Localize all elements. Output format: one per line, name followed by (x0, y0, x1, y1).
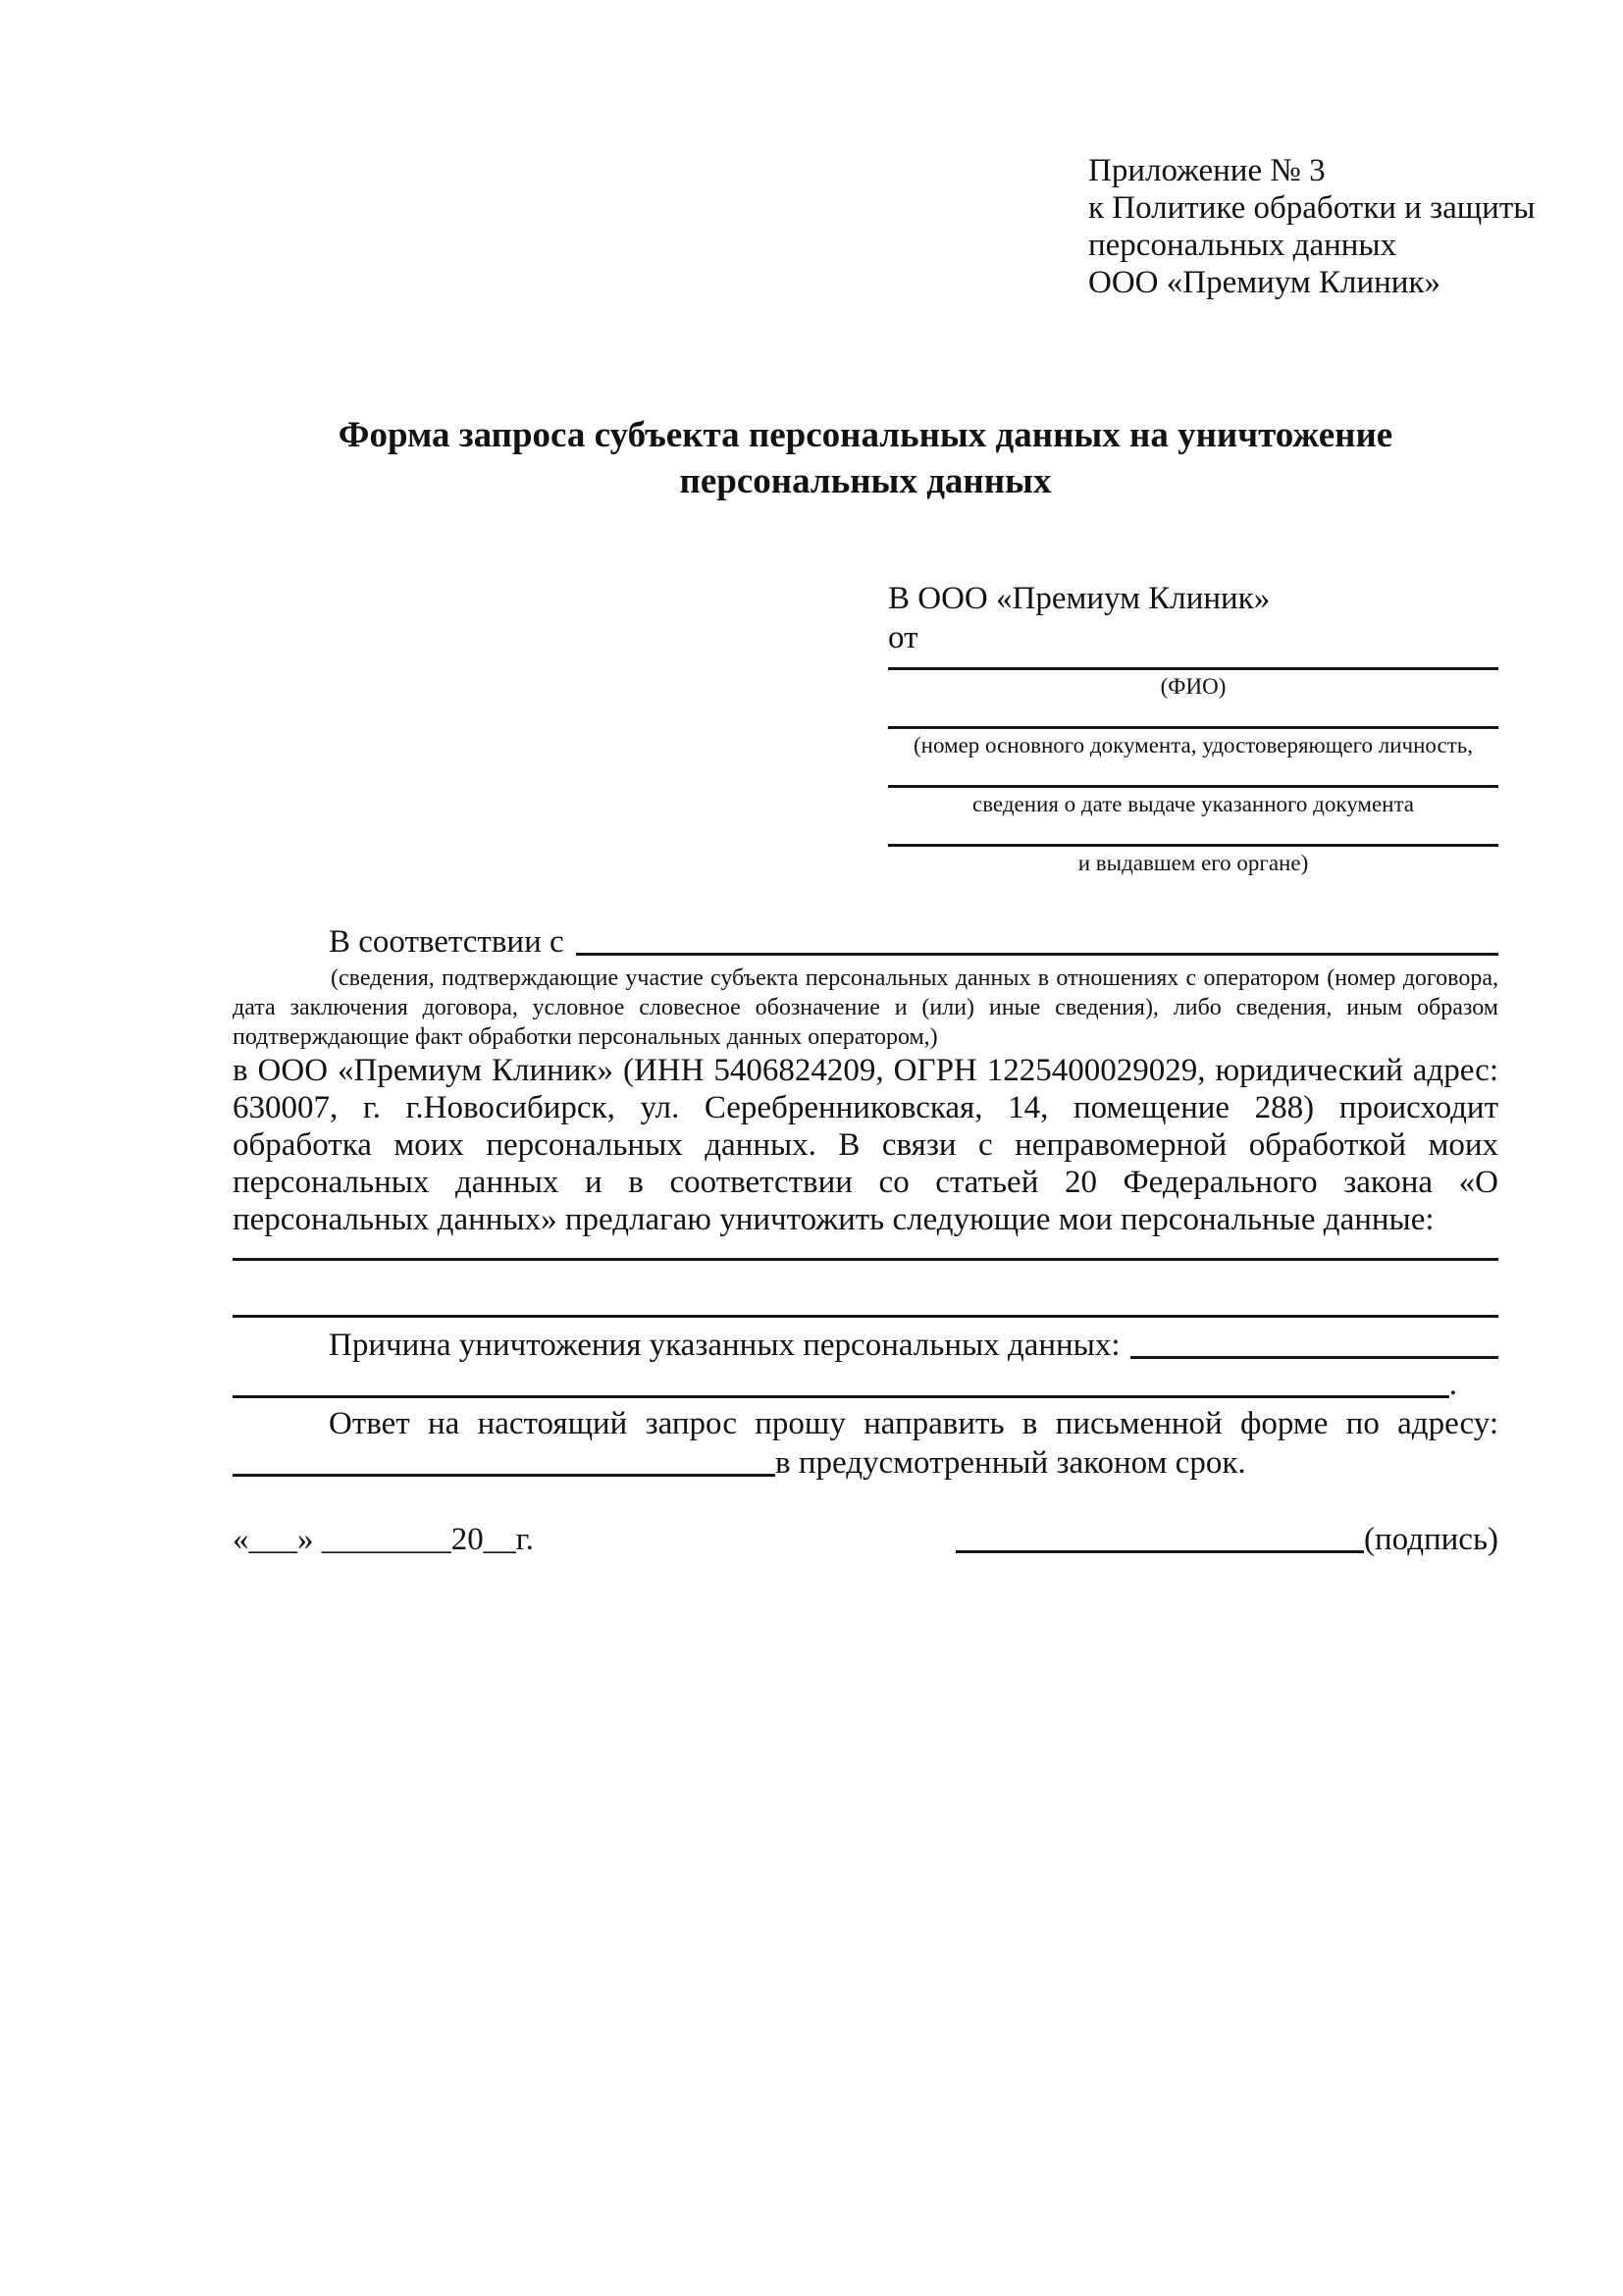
field-group-issuing-authority (888, 844, 1498, 877)
field-group-document-number (888, 726, 1498, 759)
according-blank-line[interactable] (576, 953, 1498, 956)
issue-date-caption: сведения о дате выдаче указанного документа (971, 792, 1415, 816)
appendix-line: персональных данных (1088, 228, 1397, 263)
personal-data-blank-line-1[interactable] (233, 1238, 1498, 1261)
issuing-authority-caption: и выдавшем его органе) (1077, 851, 1309, 875)
address-row (233, 1443, 1498, 1483)
according-row (233, 922, 1498, 962)
reason-continuation-row (233, 1365, 1498, 1404)
reason-label: Причина уничтожения указанных персональных данных: (329, 1328, 1121, 1363)
date-signature-row (233, 1520, 1498, 1559)
field-group-issue-date (888, 785, 1498, 818)
personal-data-blank-line-2[interactable] (233, 1261, 1498, 1318)
signature-group (956, 1520, 1498, 1559)
addressee-to: В ООО «Премиум Клиник» (888, 581, 1271, 616)
field-group-fio (888, 657, 1498, 701)
reason-blank-line-2[interactable] (233, 1395, 1449, 1398)
according-note: (сведения, подтверждающие участие субъекта персональных данных в отношениях с оператором (номер договора, дата заключения договора, условное словесное обозначение и (или) иные сведения), либо сведения, иным образом подтверждающие факт обработки персональных данных оператором,) (233, 965, 1498, 1050)
appendix-line: ООО «Премиум Клиник» (1088, 265, 1440, 300)
answer-tail: в предусмотренный законом срок. (775, 1445, 1246, 1481)
signature-caption: (подпись) (1364, 1522, 1498, 1557)
document-title: Форма запроса субъекта персональных данных на уничтожение персональных данных (338, 415, 1393, 501)
period-text: . (1448, 1367, 1457, 1402)
address-blank-line[interactable] (233, 1474, 775, 1477)
appendix-block (1088, 152, 1536, 301)
fio-blank-line[interactable] (888, 657, 1498, 670)
appendix-line: к Политике обработки и защиты (1088, 190, 1536, 226)
addressee-block (888, 579, 1498, 877)
addressee-from-label: от (888, 620, 918, 655)
reason-row (233, 1326, 1498, 1365)
main-paragraph: в ООО «Премиум Клиник» (ИНН 5406824209, ОГРН 1225400029029, юридический адрес: 630007, г. г.Новосибирск, ул. Серебренниковская, 14, помещение 288) происходит обработка моих персональных данных. В связи с неправомерной обработкой моих персональных данных и в соответствии со статьей 20 Федерального закона «О персональных данных» предлагаю уничтожить следующие мои персональные данные: (233, 1053, 1498, 1237)
signature-blank-line[interactable] (956, 1550, 1364, 1553)
document-number-caption: (номер основного документа, удостоверяющего личность, (913, 733, 1473, 757)
date-field[interactable]: «___» ________20__г. (233, 1522, 534, 1557)
answer-paragraph: Ответ на настоящий запрос прошу направить в письменной форме по адресу: (329, 1406, 1498, 1441)
appendix-line: Приложение № 3 (1088, 153, 1326, 188)
fio-caption: (ФИО) (1160, 674, 1227, 699)
according-label: В соответствии с (329, 924, 564, 960)
reason-blank-line[interactable] (1130, 1356, 1498, 1359)
